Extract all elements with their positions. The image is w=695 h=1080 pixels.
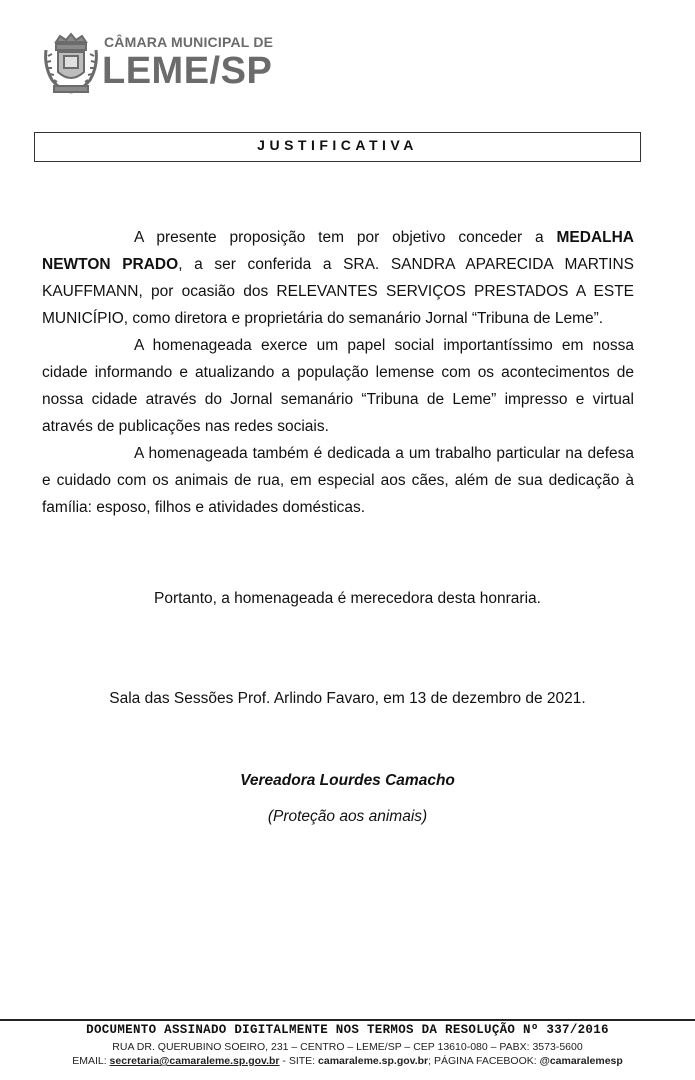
place-date: Sala das Sessões Prof. Arlindo Favaro, em 13 de dezembro de 2021. xyxy=(109,690,586,707)
email-label: EMAIL: xyxy=(72,1055,110,1067)
paragraph-1-rest: , a ser conferida a SRA. SANDRA APARECIDA MARTINS KAUFFMANN, por ocasião dos RELEVANTES SERVIÇOS PRESTADOS A ESTE MUNICÍPIO, como diretora e proprietária do semanário Jornal “Tribuna de Leme”. xyxy=(42,256,634,327)
signer-name: Vereadora Lourdes Camacho xyxy=(240,772,455,789)
facebook-handle[interactable]: @camaralemesp xyxy=(539,1055,623,1067)
medal-name: MEDALHA NEWTON PRADO xyxy=(42,229,634,273)
org-name-line1: CÂMARA MUNICIPAL DE xyxy=(104,34,274,50)
facebook-label: ; PÁGINA FACEBOOK: xyxy=(428,1055,540,1067)
site-label: - SITE: xyxy=(279,1055,319,1067)
org-name-line2: LEME/SP xyxy=(102,50,273,92)
paragraph-1-intro: A presente proposição tem por objetivo conceder a xyxy=(134,229,557,246)
digital-signature-note: DOCUMENTO ASSINADO DIGITALMENTE NOS TERMOS DA RESOLUÇÃO Nº 337/2016 xyxy=(86,1023,609,1037)
municipal-coat-of-arms-icon xyxy=(42,32,100,96)
document-title: JUSTIFICATIVA xyxy=(257,137,418,153)
signer-role: (Proteção aos animais) xyxy=(267,808,428,825)
title-box xyxy=(34,132,641,162)
paragraph-1 xyxy=(42,224,634,332)
paragraph-2: A homenageada exerce um papel social importantíssimo em nossa cidade informando e atualizando a população lemense com os acontecimentos de nossa cidade através do Jornal semanário “Tribuna de Leme” impresso e virtual através de publicações nas redes sociais. xyxy=(42,337,634,435)
letterhead xyxy=(42,30,342,100)
site-link[interactable]: camaraleme.sp.gov.br xyxy=(318,1055,429,1067)
paragraph-3: A homenageada também é dedicada a um trabalho particular na defesa e cuidado com os animais de rua, em especial aos cães, além de sua dedicação à família: esposo, filhos e atividades domésticas. xyxy=(42,445,634,516)
footer-contact xyxy=(0,1055,695,1067)
conclusion: Portanto, a homenageada é merecedora desta honraria. xyxy=(154,590,541,607)
document-body xyxy=(42,224,634,521)
footer-address: RUA DR. QUERUBINO SOEIRO, 231 – CENTRO – LEME/SP – CEP 13610-080 – PABX: 3573-5600 xyxy=(112,1041,583,1053)
footer-divider xyxy=(0,1019,695,1021)
email-link[interactable]: secretaria@camaraleme.sp.gov.br xyxy=(109,1055,280,1067)
